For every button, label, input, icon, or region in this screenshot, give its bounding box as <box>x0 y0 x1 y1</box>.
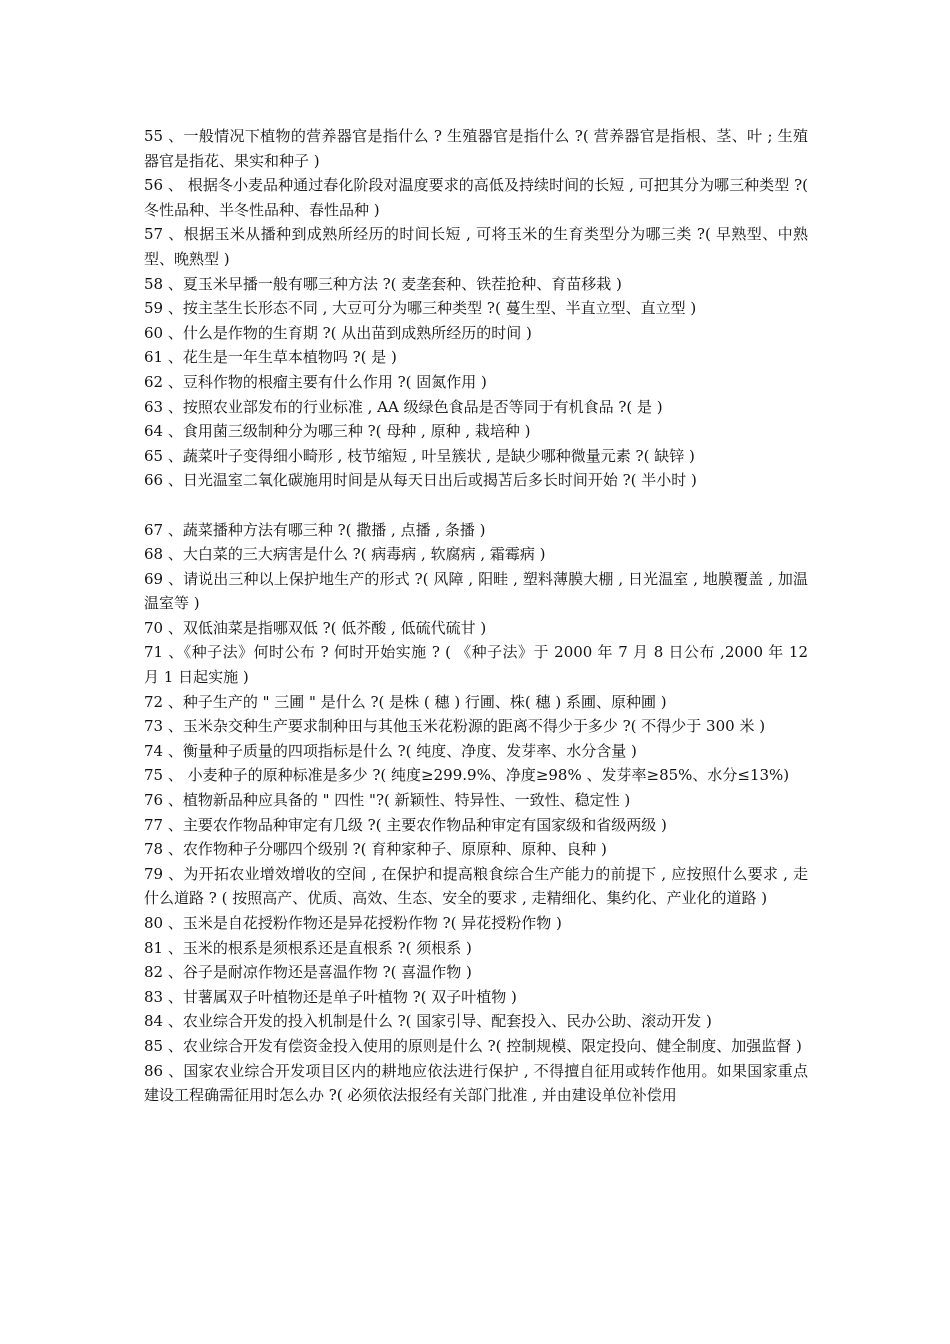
qa-item-63: 63 、按照农业部发布的行业标准 , AA 级绿色食品是否等同于有机食品 ?( 是 ) <box>144 397 663 416</box>
qa-item-65: 65 、蔬菜叶子变得细小畸形 , 枝节缩短 , 叶呈簇状 , 是缺少哪种微量元素 ?( 缺锌 ) <box>144 446 695 465</box>
qa-item-82: 82 、谷子是耐凉作物还是喜温作物 ?( 喜温作物 ) <box>144 963 472 982</box>
qa-item-66: 66 、日光温室二氧化碳施用时间是从每天日出后或揭苫后多长时间开始 ?( 半小时 ) <box>144 471 697 490</box>
qa-item-78: 78 、农作物种子分哪四个级别 ?( 育种家种子、原原种、原种、良种 ) <box>144 840 607 859</box>
qa-item-76: 76 、植物新品种应具备的 " 四性 "?( 新颖性、特异性、一致性、稳定性 ) <box>144 791 631 810</box>
qa-item-57: 57 、根据玉米从播种到成熟所经历的时间长短 , 可将玉米的生育类型分为哪三类 ?( 早熟型、中熟型、晚熟型 ) <box>144 225 808 268</box>
qa-item-68: 68 、大白菜的三大病害是什么 ?( 病毒病 , 软腐病 , 霜霉病 ) <box>144 545 546 564</box>
qa-item-84: 84 、农业综合开发的投入机制是什么 ?( 国家引导、配套投入、民办公助、滚动开发 ) <box>144 1012 712 1031</box>
qa-item-60: 60 、什么是作物的生育期 ?( 从出苗到成熟所经历的时间 ) <box>144 323 532 342</box>
qa-item-74: 74 、衡量种子质量的四项指标是什么 ?( 纯度、净度、发芽率、水分含量 ) <box>144 741 637 760</box>
qa-item-61: 61 、花生是一年生草本植物吗 ?( 是 ) <box>144 348 397 367</box>
qa-item-58: 58 、夏玉米早播一般有哪三种方法 ?( 麦垄套种、铁茬抢种、育苗移栽 ) <box>144 274 622 293</box>
qa-item-59: 59 、按主茎生长形态不同 , 大豆可分为哪三种类型 ?( 蔓生型、半直立型、直立型 ) <box>144 299 697 318</box>
qa-item-56: 56 、 根据冬小麦品种通过春化阶段对温度要求的高低及持续时间的长短 , 可把其分为哪三种类型 ?( 冬性品种、半冬性品种、春性品种 ) <box>144 176 808 219</box>
qa-item-72: 72 、种子生产的 " 三圃 " 是什么 ?( 是株 ( 穗 ) 行圃、株( 穗 ) 系圃、原种圃 ) <box>144 692 667 711</box>
paragraph-gap <box>144 493 808 518</box>
qa-item-77: 77 、主要农作物品种审定有几级 ?( 主要农作物品种审定有国家级和省级两级 ) <box>144 815 667 834</box>
qa-item-67: 67 、蔬菜播种方法有哪三种 ?( 撒播 , 点播 , 条播 ) <box>144 520 486 539</box>
qa-item-71: 71 、《种子法》何时公布 ? 何时开始实施 ? ( 《种子法》于 2000 年 7 月 8 日公布 ,2000 年 12 月 1 日起实施 ) <box>144 643 808 687</box>
qa-item-86: 86 、国家农业综合开发项目区内的耕地应依法进行保护 , 不得擅自征用或转作他用。如果国家重点建设工程确需征用时怎么办 ?( 必须依法报经有关部门批准 , 并由建设单位补偿用 <box>144 1061 808 1105</box>
qa-item-75: 75 、 小麦种子的原种标准是多少 ?( 纯度≥299.9%、净度≥98% 、发芽率≥85%、水分≤13%) <box>144 766 790 785</box>
qa-item-69: 69 、请说出三种以上保护地生产的形式 ?( 风障 , 阳畦 , 塑料薄膜大棚 , 日光温室 , 地膜覆盖 , 加温温室等 ) <box>144 569 808 613</box>
qa-item-85: 85 、农业综合开发有偿资金投入使用的原则是什么 ?( 控制规模、限定投向、健全制度、加强监督 ) <box>144 1036 802 1055</box>
qa-list <box>144 124 808 1108</box>
qa-item-81: 81 、玉米的根系是须根系还是直根系 ?( 须根系 ) <box>144 938 472 957</box>
qa-item-79: 79 、为开拓农业增效增收的空间 , 在保护和提高粮食综合生产能力的前提下 , 应按照什么要求 , 走什么道路 ? ( 按照高产、优质、高效、生态、安全的要求 , 走精细化、集约化、产业化的道路 ) <box>144 864 808 908</box>
qa-item-64: 64 、食用菌三级制种分为哪三种 ?( 母种 , 原种 , 栽培种 ) <box>144 422 531 441</box>
qa-item-83: 83 、甘薯属双子叶植物还是单子叶植物 ?( 双子叶植物 ) <box>144 987 517 1006</box>
qa-item-62: 62 、豆科作物的根瘤主要有什么作用 ?( 固氮作用 ) <box>144 372 487 391</box>
qa-item-70: 70 、双低油菜是指哪双低 ?( 低芥酸 , 低硫代硫甘 ) <box>144 618 487 637</box>
qa-item-73: 73 、玉米杂交种生产要求制种田与其他玉米花粉源的距离不得少于多少 ?( 不得少于 300 米 ) <box>144 717 766 736</box>
qa-item-55: 55 、一般情况下植物的营养器官是指什么 ? 生殖器官是指什么 ?( 营养器官是指根、茎、叶 ; 生殖器官是指花、果实和种子 ) <box>144 127 808 170</box>
qa-item-80: 80 、玉米是自花授粉作物还是异花授粉作物 ?( 异花授粉作物 ) <box>144 914 562 932</box>
